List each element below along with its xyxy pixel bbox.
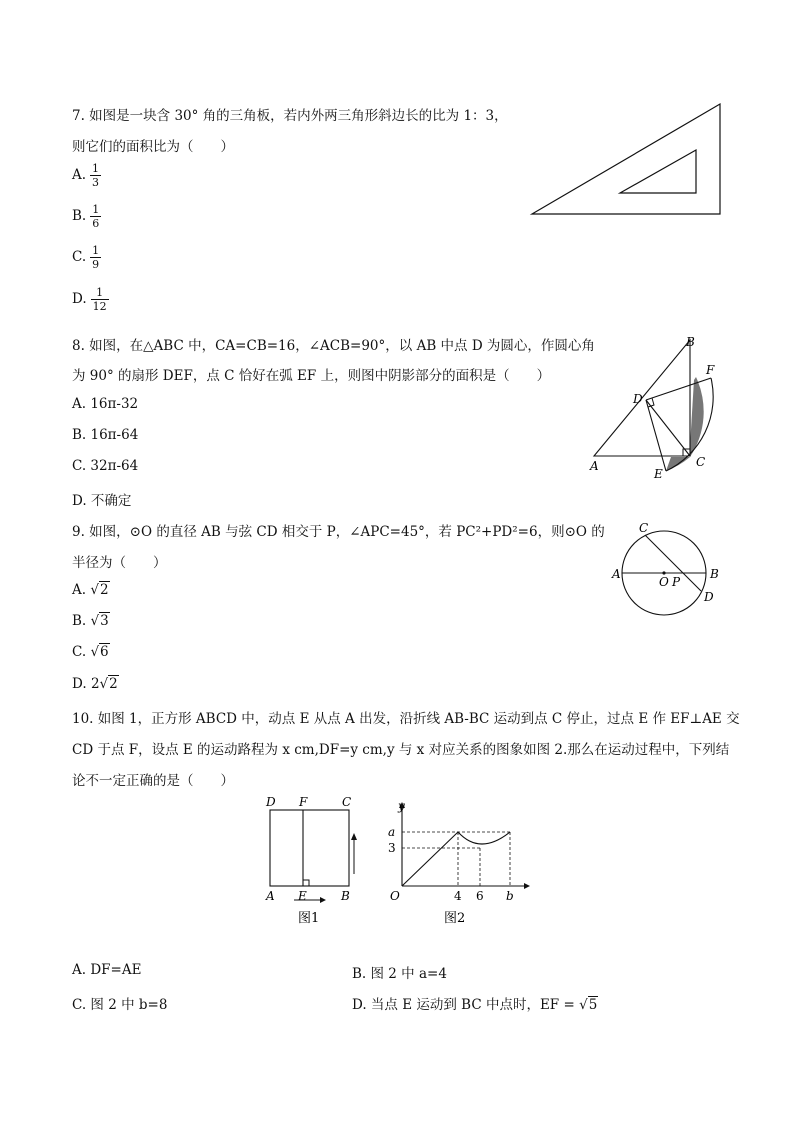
q8-label-d: D <box>633 392 643 406</box>
q9-label-p: P <box>672 575 681 589</box>
q9-option-a: A. √2 <box>72 582 109 598</box>
q7-option-d: D. $\frac{1}{12}$ <box>72 286 107 313</box>
q10-option-b: B. 图 2 中 a=4 <box>352 966 447 982</box>
q8-sector-figure <box>586 330 726 485</box>
fig2-label-y: y <box>398 800 405 813</box>
fig1-label-b: B <box>341 889 350 903</box>
fig2-label-o: O <box>390 889 400 903</box>
q10-option-c: C. 图 2 中 b=8 <box>72 997 168 1013</box>
q10-stem-line2: CD 于点 F，设点 E 的运动路程为 x cm,DF=y cm,y 与 x 对应关系的图象如图 2.那么在运动过程中，下列结 <box>72 742 730 758</box>
q7-stem-line2: 则它们的面积比为（ ） <box>72 139 234 155</box>
q9-label-a: A <box>612 567 621 581</box>
fig1-label-a: A <box>266 889 275 903</box>
q9-option-b: B. √3 <box>72 613 109 629</box>
q9-option-c: C. √6 <box>72 644 109 660</box>
fig1-label-c: C <box>342 795 352 809</box>
fig2-label-4: 4 <box>454 889 462 903</box>
q7-option-c: C. $\frac{1}{9}$ <box>72 244 100 271</box>
q10-figure2-graph <box>388 800 533 930</box>
q9-circle-figure <box>608 518 728 618</box>
q8-label-f: F <box>706 363 715 377</box>
fig2-label-b: b <box>506 889 514 903</box>
q8-option-c: C. 32π-64 <box>72 458 139 474</box>
q8-option-b: B. 16π-64 <box>72 427 139 443</box>
fig1-caption: 图1 <box>298 911 320 926</box>
q9-label-b: B <box>710 567 719 581</box>
fig2-caption: 图2 <box>444 911 466 926</box>
q8-label-a: A <box>590 459 599 473</box>
fig2-label-a: a <box>388 825 396 839</box>
q10-figure1-square <box>258 792 370 930</box>
fig1-label-d: D <box>266 795 276 809</box>
q9-label-o: O <box>659 575 669 589</box>
q9-label-c: C <box>639 521 649 535</box>
q9-stem-line1: 9. 如图，⊙O 的直径 AB 与弦 CD 相交于 P，∠APC=45°，若 PC²+PD²=6，则⊙O 的 <box>72 524 605 540</box>
fig1-label-f: F <box>299 795 308 809</box>
fig1-label-e: E <box>298 889 307 903</box>
q10-option-a: A. DF=AE <box>72 962 142 978</box>
fig2-label-3: 3 <box>388 841 396 855</box>
q9-label-d: D <box>704 590 714 604</box>
q7-triangle-ruler-figure <box>528 102 724 220</box>
q9-stem-line2: 半径为（ ） <box>72 555 167 571</box>
q7-stem-line1: 7. 如图是一块含 30° 角的三角板，若内外两三角形斜边长的比为 1：3， <box>72 108 508 124</box>
q7-option-b: B. $\frac{1}{6}$ <box>72 203 100 230</box>
q10-stem-line3: 论不一定正确的是（ ） <box>72 773 234 789</box>
q7-option-a: A. $\frac{1}{3}$ <box>72 162 100 189</box>
q8-stem-line2: 为 90° 的扇形 DEF，点 C 恰好在弧 EF 上，则图中阴影部分的面积是（ ） <box>72 368 551 384</box>
q9-option-d: D. 2√2 <box>72 676 118 692</box>
q8-label-c: C <box>696 455 706 469</box>
q8-option-a: A. 16π-32 <box>72 396 139 412</box>
q10-stem-line1: 10. 如图 1，正方形 ABCD 中，动点 E 从点 A 出发，沿折线 AB-BC 运动到点 C 停止，过点 E 作 EF⊥AE 交 <box>72 711 740 727</box>
q8-stem-line1: 8. 如图，在△ABC 中，CA=CB=16，∠ACB=90°，以 AB 中点 D 为圆心，作圆心角 <box>72 338 595 354</box>
q10-option-d: D. 当点 E 运动到 BC 中点时，EF = √5 <box>352 997 598 1013</box>
fig2-label-6: 6 <box>476 889 484 903</box>
q8-option-d: D. 不确定 <box>72 493 132 509</box>
q8-label-b: B <box>686 335 695 349</box>
q8-label-e: E <box>654 467 663 481</box>
